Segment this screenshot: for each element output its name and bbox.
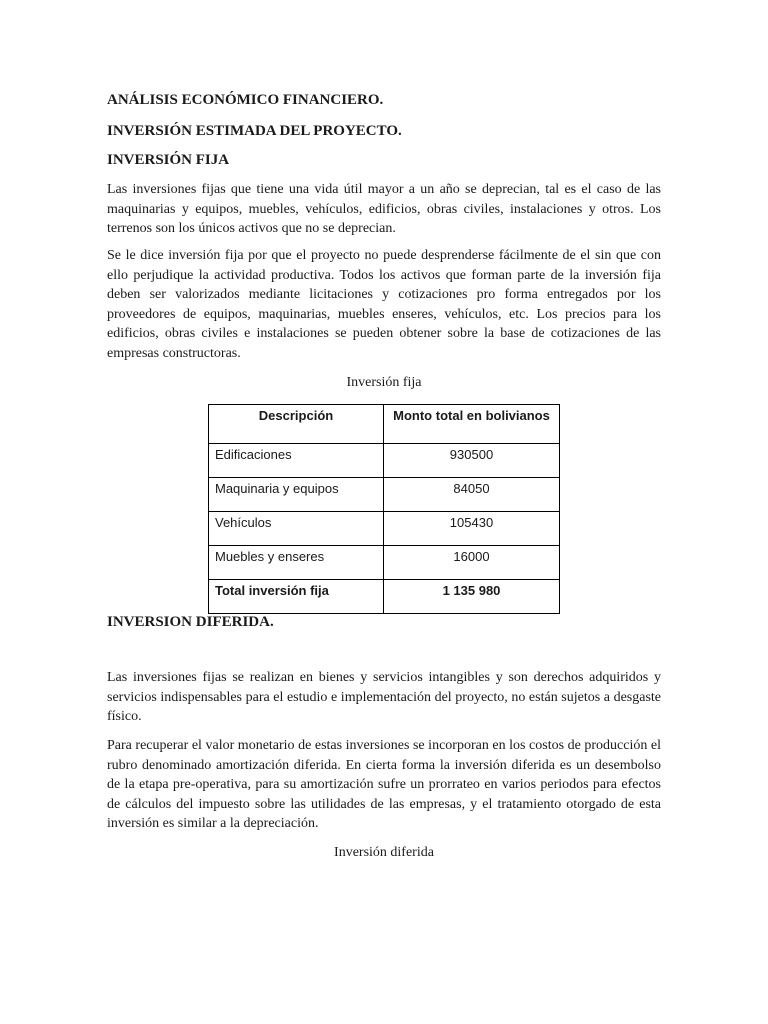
table-row bbox=[209, 478, 560, 512]
table-header-descripcion: Descripción bbox=[209, 405, 384, 444]
table-cell-desc: Maquinaria y equipos bbox=[209, 478, 384, 512]
table-caption-inversion-fija: Inversión fija bbox=[346, 375, 422, 390]
table-row bbox=[209, 512, 560, 546]
table-caption-inversion-diferida: Inversión diferida bbox=[334, 845, 434, 860]
table-cell-amount: 105430 bbox=[384, 512, 560, 546]
table-total-row bbox=[209, 580, 560, 614]
table-row bbox=[209, 546, 560, 580]
table-cell-desc: Muebles y enseres bbox=[209, 546, 384, 580]
table-total-desc: Total inversión fija bbox=[209, 580, 384, 614]
section-heading-inversion-diferida: INVERSION DIFERIDA. bbox=[107, 614, 274, 630]
table-cell-amount: 930500 bbox=[384, 444, 560, 478]
table-header-monto: Monto total en bolivianos bbox=[384, 405, 560, 444]
inversion-fija-table bbox=[208, 404, 560, 614]
table-header-row bbox=[209, 405, 560, 444]
table-row bbox=[209, 444, 560, 478]
table-cell-desc: Edificaciones bbox=[209, 444, 384, 478]
document-title: ANÁLISIS ECONÓMICO FINANCIERO. bbox=[107, 92, 384, 108]
section-heading-inversion-fija: INVERSIÓN FIJA bbox=[107, 152, 230, 168]
paragraph-inversion-fija-2: Se le dice inversión fija por que el proyecto no puede desprenderse fácilmente de el sin que con ello perjudique la actividad productiva. Todos los activos que forman parte de la inversión fija deben ser valorizados mediante licitaciones y cotizaciones pro forma entregados por los proveedores de equipos, maquinarias, muebles enseres, vehículos, etc. Los precios para los edificios, obras civiles e instalaciones se pueden obtener sobre la base de cotizaciones de las empresas constructoras. bbox=[107, 248, 661, 361]
table-total-amount: 1 135 980 bbox=[384, 580, 560, 614]
paragraph-inversion-fija-1: Las inversiones fijas que tiene una vida útil mayor a un año se deprecian, tal es el caso de las maquinarias y equipos, muebles, vehículos, edificios, obras civiles, instalaciones y otros. Los terrenos son los únicos activos que no se deprecian. bbox=[107, 182, 661, 236]
table-cell-amount: 16000 bbox=[384, 546, 560, 580]
table-cell-amount: 84050 bbox=[384, 478, 560, 512]
paragraph-inversion-diferida-1: Las inversiones fijas se realizan en bienes y servicios intangibles y son derechos adquiridos y servicios indispensables para el estudio e implementación del proyecto, no están sujetos a desgaste físico. bbox=[107, 670, 661, 724]
paragraph-inversion-diferida-2: Para recuperar el valor monetario de estas inversiones se incorporan en los costos de producción el rubro denominado amortización diferida. En cierta forma la inversión diferida es un desembolso de la etapa pre-operativa, para su amortización sufre un prorrateo en varios periodos para efectos de cálculos del impuesto sobre las utilidades de las empresas, y el tratamiento otorgado de esta inversión es similar a la depreciación. bbox=[107, 738, 661, 831]
document-subtitle: INVERSIÓN ESTIMADA DEL PROYECTO. bbox=[107, 123, 402, 139]
table-cell-desc: Vehículos bbox=[209, 512, 384, 546]
